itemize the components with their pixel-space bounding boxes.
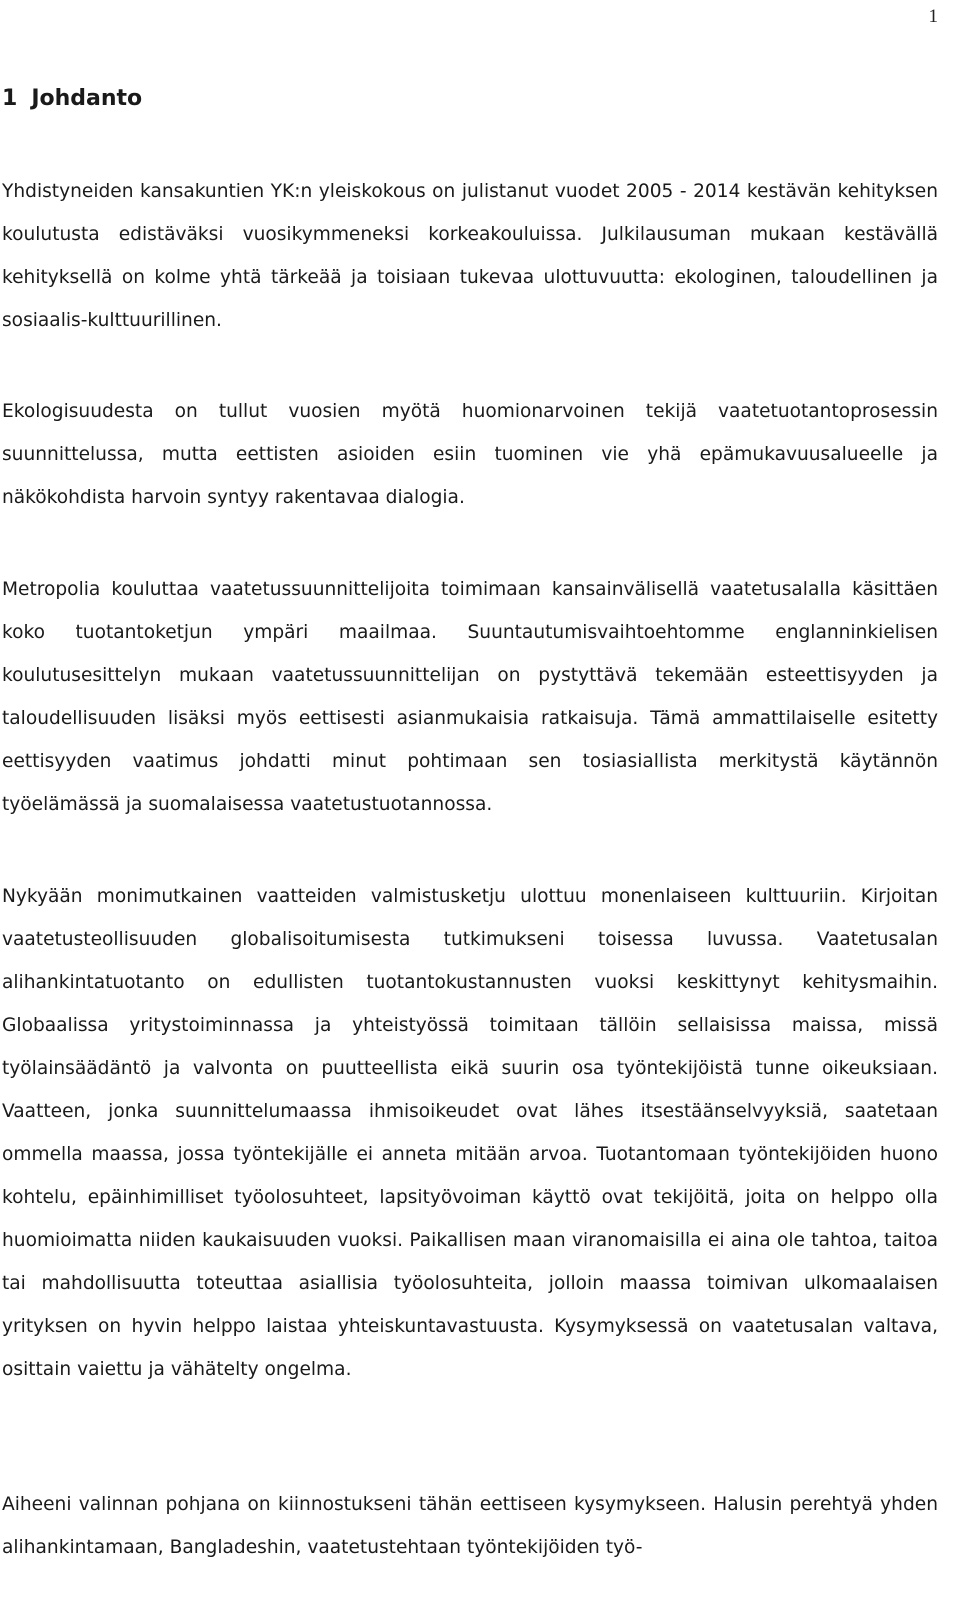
paragraph-ecology: Ekologisuudesta on tullut vuosien myötä huomionarvoinen tekijä vaatetuotantoprosessin suunnittelussa, mutta eettisten asioiden esiin tuominen vie yhä epämukavuusalueelle ja näkökohdista harvoin syntyy rakentavaa dialogia. (2, 401, 938, 508)
section-heading (2, 86, 142, 111)
paragraph-metropolia: Metropolia kouluttaa vaatetussuunnittelijoita toimimaan kansainvälisellä vaatetusalalla käsittäen koko tuotantoketjun ympäri maailmaa. Suuntautumisvaihtoehtomme englanninkielisen koulutusesittelyn mukaan vaatetussuunnittelijan on pystyttävä tekemään esteettisyyden ja taloudellisuuden lisäksi myös eettisesti asianmukaisia ratkaisuja. Tämä ammattilaiselle esitetty eettisyyden vaatimus johdatti minut pohtimaan sen tosiasiallista merkitystä käytännön työelämässä ja suomalaisessa vaatetustuotannossa. (2, 579, 938, 815)
section-title: Johdanto (31, 86, 143, 111)
page-number: 1 (928, 6, 938, 27)
section-number: 1 (2, 86, 18, 111)
paragraph-globalization: Nykyään monimutkainen vaatteiden valmistusketju ulottuu monenlaiseen kulttuuriin. Kirjoitan vaatetusteollisuuden globalisoitumisesta tutkimukseni toisessa luvussa. Vaatetusalan alihankintatuotanto on edullisten tuotantokustannusten vuoksi keskittynyt kehitysmaihin. Globaalissa yritystoiminnassa ja yhteistyössä toimitaan tällöin sellaisissa maissa, missä työlainsäädäntö ja valvonta on puutteellista eikä suurin osa työntekijöistä tunne oikeuksiaan. Vaatteen, jonka suunnittelumaassa ihmisoikeudet ovat lähes itsestäänselvyyksiä, saatetaan ommella maassa, jossa työntekijälle ei anneta mitään arvoa. Tuotantomaan työntekijöiden huono kohtelu, epäinhimilliset työolosuhteet, lapsityövoiman käyttö ovat tekijöitä, joita on helppo olla huomioimatta niiden kaukaisuuden vuoksi. Paikallisen maan viranomaisilla ei aina ole tahtoa, taitoa tai mahdollisuutta toteuttaa asiallisia työolosuhteita, jolloin maassa toimivan ulkomaalaisen yrityksen on hyvin helppo laistaa yhteiskuntavastuusta. Kysymyksessä on vaatetusalan valtava, osittain vaiettu ja vähätelty ongelma. (2, 886, 938, 1380)
paragraph-intro: Yhdistyneiden kansakuntien YK:n yleiskokous on julistanut vuodet 2005 - 2014 kestävän kehityksen koulutusta edistäväksi vuosikymmeneksi korkeakouluissa. Julkilausuman mukaan kestävällä kehityksellä on kolme yhtä tärkeää ja toisiaan tukevaa ulottuvuutta: ekologinen, taloudellinen ja sosiaalis-kulttuurillinen. (2, 181, 938, 331)
paragraph-motivation: Aiheeni valinnan pohjana on kiinnostukseni tähän eettiseen kysymykseen. Halusin perehtyä yhden alihankintamaan, Bangladeshin, vaatetustehtaan työntekijöiden työ- (2, 1494, 938, 1558)
